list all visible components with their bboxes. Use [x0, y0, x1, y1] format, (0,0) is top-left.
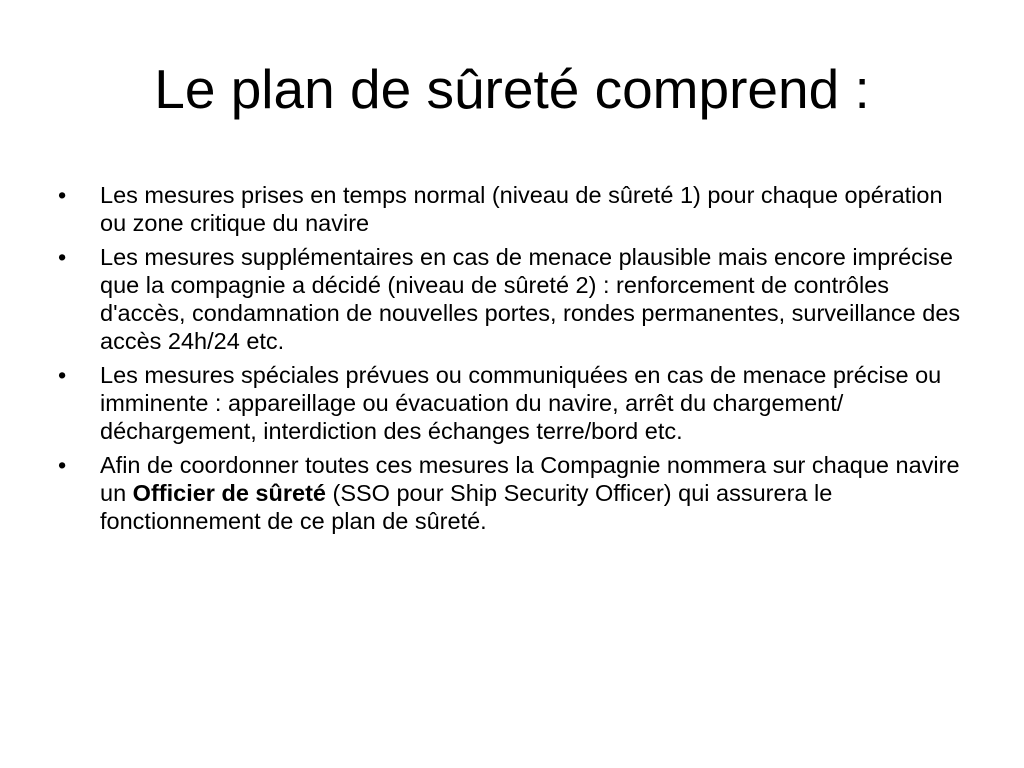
bullet-text-after: (SSO pour Ship Security Officer) qui assurera le fonctionnement de ce plan de sûreté. [100, 480, 833, 534]
bullet-text: Les mesures prises en temps normal (niveau de sûreté 1) pour chaque opération ou zone critique du navire [100, 182, 943, 236]
bullet-text: Les mesures spéciales prévues ou communiquées en cas de menace précise ou imminente : appareillage ou évacuation du navire, arrêt du chargement/ déchargement, interdiction des échanges terre/bord etc. [100, 362, 942, 444]
bullet-item-supplementary-measures [58, 243, 966, 355]
slide-title: Le plan de sûreté comprend : [154, 58, 870, 120]
bullet-text: Les mesures supplémentaires en cas de menace plausible mais encore imprécise que la compagnie a décidé (niveau de sûreté 2) : renforcement de contrôles d'accès, condamnation de nouvelles portes, rondes permanentes, surveillance des accès 24h/24 etc. [100, 244, 961, 354]
bullet-text [100, 452, 960, 534]
bullet-list [58, 181, 966, 541]
bullet-marker: • [58, 452, 67, 478]
bullet-marker: • [58, 182, 67, 208]
bullet-text-before: Afin de coordonner toutes ces mesures la Compagnie nommera sur chaque navire un [100, 452, 960, 506]
bullet-item-normal-measures [58, 181, 966, 237]
security-officer-term: Officier de sûreté [132, 480, 326, 506]
bullet-item-security-officer [58, 451, 966, 535]
bullet-marker: • [58, 362, 67, 388]
bullet-item-special-measures [58, 361, 966, 445]
bullet-marker: • [58, 244, 67, 270]
